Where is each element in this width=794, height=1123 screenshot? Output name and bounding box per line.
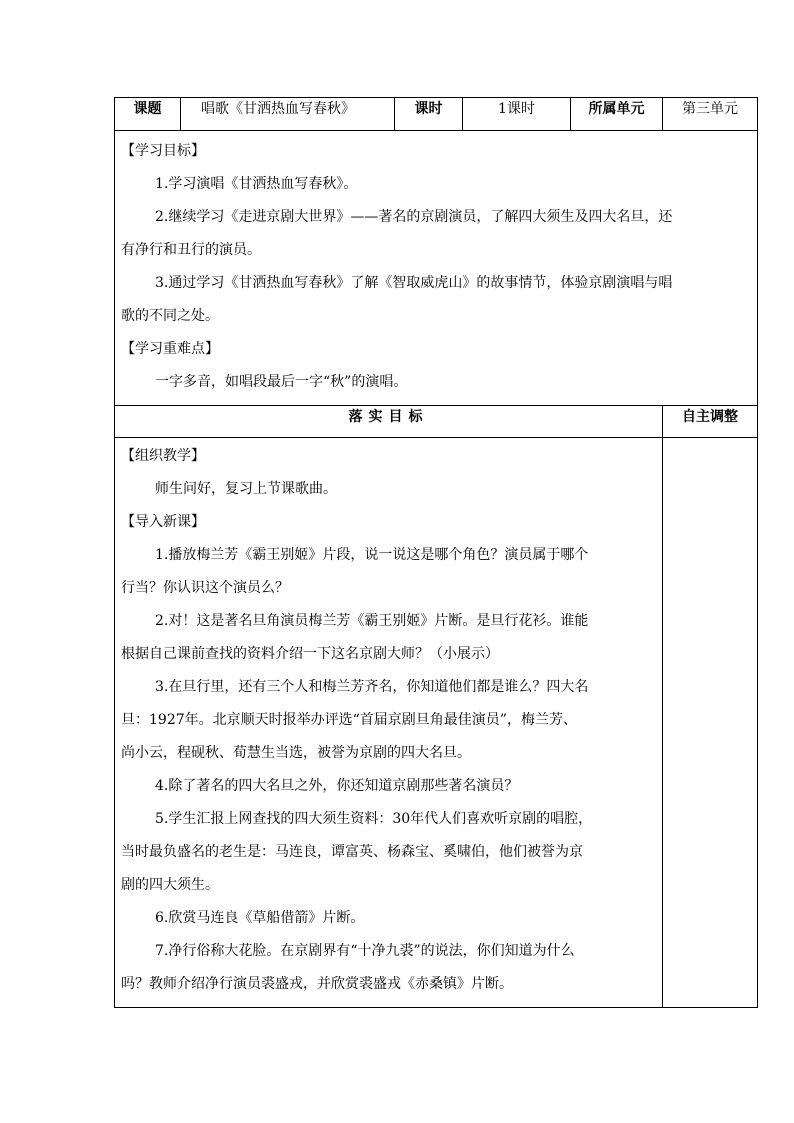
self-adjust-cell — [663, 438, 758, 1008]
goal-item: 1.学习演唱《甘洒热血写春秋》。 — [155, 176, 358, 192]
goals-heading: 【学习目标】 — [121, 143, 205, 159]
intro-line: 当时最负盛名的老生是：马连良，谭富英、杨森宝、奚啸伯，他们被誉为京 — [121, 844, 583, 860]
intro-line: 1.播放梅兰芳《霸王别姬》片段，说一说这是哪个角色？演员属于哪个 — [155, 547, 589, 563]
goal-item: 2.继续学习《走进京剧大世界》——著名的京剧演员，了解四大须生及四大名旦，还 — [155, 209, 673, 225]
goals-cell — [115, 131, 758, 406]
header-row — [115, 98, 758, 131]
body-row — [115, 438, 758, 1008]
intro-line: 7.净行俗称大花脸。在京剧界有“十净九裘”的说法，你们知道为什么 — [155, 943, 575, 959]
intro-line: 剧的四大须生。 — [121, 877, 219, 893]
body-cell — [115, 438, 663, 1008]
intro-line: 吗？教师介绍净行演员裘盛戎，并欣赏裘盛戎《赤桑镇》片断。 — [121, 976, 513, 992]
difficulty-text: 一字多音，如唱段最后一字“秋”的演唱。 — [155, 374, 408, 390]
period-label: 课时 — [395, 98, 463, 131]
goal-item: 3.通过学习《甘洒热血写春秋》了解《智取威虎山》的故事情节，体验京剧演唱与唱 — [155, 275, 673, 291]
intro-line: 4.除了著名的四大名旦之外，你还知道京剧那些著名演员？ — [155, 778, 519, 794]
unit-label: 所属单元 — [571, 98, 663, 131]
goals-row — [115, 131, 758, 406]
intro-heading: 【导入新课】 — [121, 514, 205, 530]
lesson-plan-table — [114, 97, 758, 1008]
unit-value: 第三单元 — [663, 98, 758, 131]
self-adjust-header: 自主调整 — [663, 406, 758, 438]
intro-line: 根据自己课前查找的资料介绍一下这名京剧大师？（小展示） — [121, 646, 499, 662]
intro-line: 尚小云，程砚秋、荀慧生当选，被誉为京剧的四大名旦。 — [121, 745, 471, 761]
intro-line: 行当？你认识这个演员么？ — [121, 580, 289, 596]
intro-line: 2.对！这是著名旦角演员梅兰芳《霸王别姬》片断。是旦行花衫。谁能 — [155, 613, 589, 629]
org-text: 师生问好，复习上节课歌曲。 — [155, 481, 337, 497]
goal-item-cont: 有净行和丑行的演员。 — [121, 242, 261, 258]
goal-item-cont: 歌的不同之处。 — [121, 308, 219, 324]
intro-line: 旦：1927年。北京顺天时报举办评选“首届京剧旦角最佳演员”，梅兰芳、 — [121, 712, 577, 728]
implementation-goal-header: 落实目标 — [115, 406, 663, 438]
section-header-row — [115, 406, 758, 438]
intro-line: 5.学生汇报上网查找的四大须生资料：30年代人们喜欢听京剧的唱腔， — [155, 811, 593, 827]
period-value: 1课时 — [463, 98, 571, 131]
intro-lines — [121, 539, 656, 1001]
intro-line: 3.在旦行里，还有三个人和梅兰芳齐名，你知道他们都是谁么？四大名 — [155, 679, 589, 695]
org-heading: 【组织教学】 — [121, 448, 205, 464]
topic-label: 课题 — [115, 98, 181, 131]
topic-value: 唱歌《甘洒热血写春秋》 — [181, 98, 395, 131]
intro-line: 6.欣赏马连良《草船借箭》片断。 — [155, 910, 365, 926]
difficulty-heading: 【学习重难点】 — [121, 341, 219, 357]
